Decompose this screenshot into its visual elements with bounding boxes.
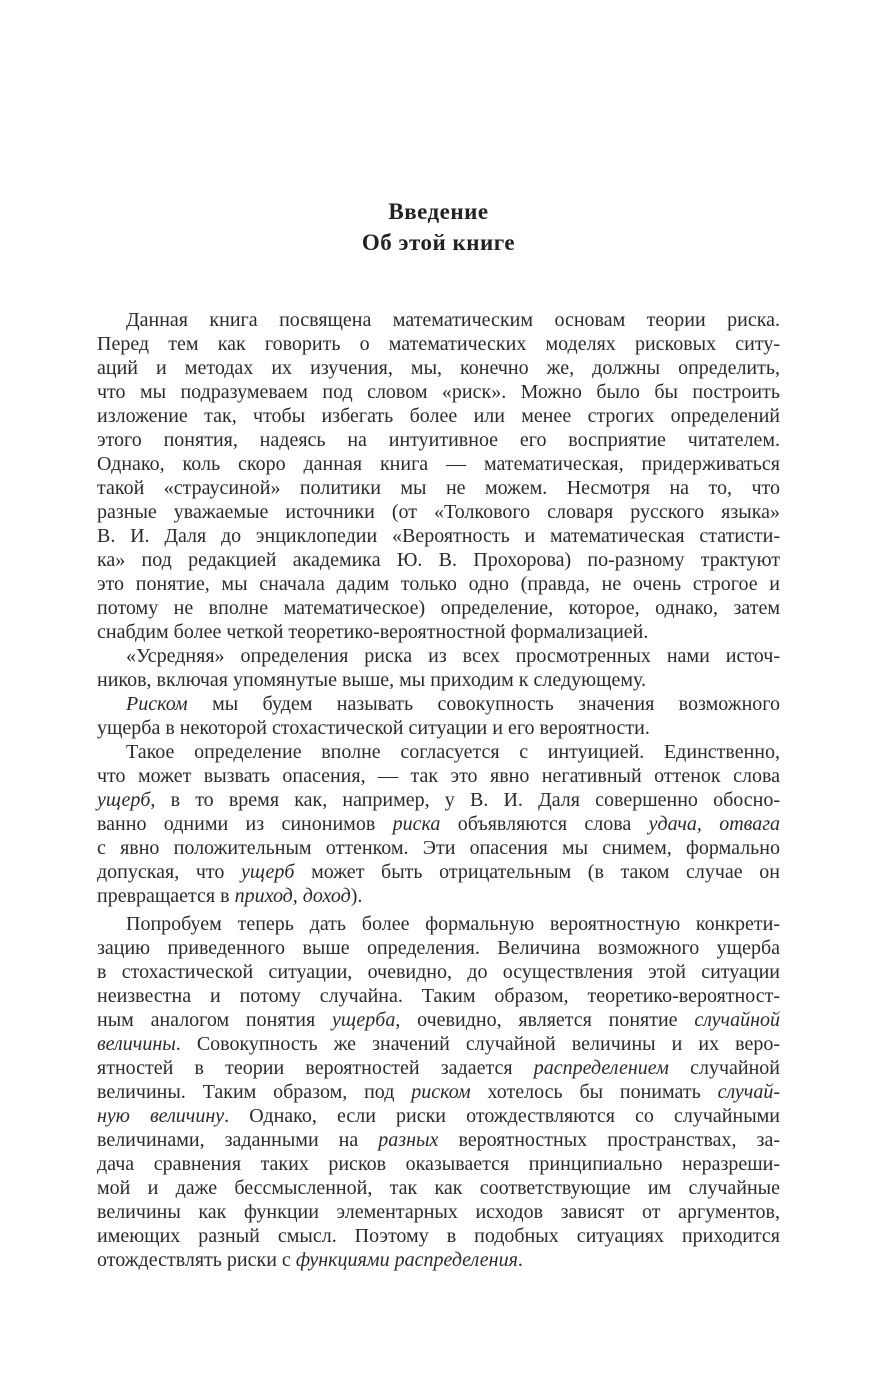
text-segment: величины. Таким образом, под (97, 1081, 412, 1103)
emphasized-text: функциями распределения (295, 1249, 518, 1271)
paragraph (97, 912, 780, 1272)
text-segment: «Усредняя» определения риска из всех просмотренных нами источ- (126, 645, 780, 667)
text-segment: изложение так, чтобы избегать более или менее строгих определений (97, 405, 780, 427)
text-segment: , очевидно, является понятие (395, 1009, 695, 1031)
text-line (97, 1056, 780, 1080)
text-segment: Однако, коль скоро данная книга — математическая, придерживаться (97, 453, 780, 475)
text-segment: ятностей в теории вероятностей задается (97, 1057, 534, 1079)
text-segment: , в то время как, например, у В. И. Даля совершенно обосно- (150, 789, 780, 811)
text-line (97, 1104, 780, 1128)
text-line (97, 332, 780, 356)
text-line (97, 404, 780, 428)
text-line (97, 500, 780, 524)
text-line (97, 1248, 780, 1272)
text-segment: ущерба в некоторой стохастической ситуации и его вероятности. (97, 717, 650, 739)
text-segment: Такое определение вполне согласуется с интуицией. Единственно, (126, 741, 780, 763)
body-text (97, 308, 780, 1272)
text-line (97, 764, 780, 788)
text-segment: . (517, 1249, 523, 1271)
text-segment: допуская, что (97, 861, 242, 883)
text-segment: превращается в (97, 885, 235, 907)
text-segment: ников, включая упомянутые выше, мы приходим к следующему. (97, 669, 647, 691)
text-segment: величины как функции элементарных исходов зависят от аргументов, (97, 1201, 780, 1223)
text-line (97, 308, 780, 332)
paragraph (97, 308, 780, 644)
text-segment: величинами, заданными на (97, 1129, 379, 1151)
text-segment: что мы подразумеваем под словом «риск». Можно было бы построить (97, 381, 780, 403)
chapter-title (97, 196, 780, 258)
text-line (97, 524, 780, 548)
emphasized-text: удача, отвага (648, 813, 780, 835)
text-line (97, 1128, 780, 1152)
text-line (97, 984, 780, 1008)
emphasized-text: величины (97, 1033, 176, 1055)
text-line (97, 960, 780, 984)
text-segment: Данная книга посвящена математическим основам теории риска. (126, 309, 780, 331)
text-segment: потому не вполне математическое) определение, которое, однако, затем (97, 597, 780, 619)
text-segment: Перед тем как говорить о математических моделях рисковых ситу- (97, 333, 780, 355)
text-segment: аций и методах их изучения, мы, конечно же, должны определить, (97, 357, 780, 379)
text-line (97, 912, 780, 936)
text-segment: ). (350, 885, 363, 907)
text-line (97, 1008, 780, 1032)
emphasized-text: приход, доход (234, 885, 351, 907)
text-segment: зацию приведенного выше определения. Величина возможного ущерба (97, 937, 780, 959)
emphasized-text: ущерб (97, 789, 151, 811)
text-segment: ным аналогом понятия (97, 1009, 332, 1031)
emphasized-text: ущерба (331, 1009, 396, 1031)
emphasized-text: случай- (717, 1081, 780, 1103)
paragraph (97, 644, 780, 692)
text-segment: объявляются слова (440, 813, 649, 835)
text-segment: случайной (668, 1057, 781, 1079)
paragraph (97, 740, 780, 908)
text-segment: такой «страусиной» политики мы не можем. Несмотря на то, что (97, 477, 780, 499)
text-line (97, 692, 780, 716)
text-line (97, 884, 780, 908)
emphasized-text: Риском (126, 693, 188, 715)
text-line (97, 548, 780, 572)
text-line (97, 936, 780, 960)
emphasized-text: ную величину (97, 1105, 225, 1127)
text-line (97, 452, 780, 476)
text-segment: Попробуем теперь дать более формальную вероятностную конкрети- (126, 913, 780, 935)
text-segment: дача сравнения таких рисков оказывается принципиально неразреши- (97, 1153, 780, 1175)
emphasized-text: распределением (533, 1057, 669, 1079)
text-segment: разные уважаемые источники (от «Толкового словаря русского языка» (97, 501, 780, 523)
text-segment: отождествлять риски с (97, 1249, 296, 1271)
text-segment: этого понятия, надеясь на интуитивное его восприятие читателем. (97, 429, 780, 451)
text-segment: снабдим более четкой теоретико-вероятностной формализацией. (97, 621, 649, 643)
text-segment: ка» под редакцией академика Ю. В. Прохорова) по-разному трактуют (97, 549, 780, 571)
text-segment: с явно положительным оттенком. Эти опасения мы снимем, формально (97, 837, 780, 859)
paragraph (97, 692, 780, 740)
text-segment: В. И. Даля до энциклопедии «Вероятность и математическая статисти- (97, 525, 780, 547)
emphasized-text: разных (378, 1129, 439, 1151)
text-segment: ванно одними из синонимов (97, 813, 393, 835)
text-line (97, 668, 780, 692)
text-line (97, 740, 780, 764)
text-segment: хотелось бы понимать (470, 1081, 718, 1103)
text-segment: имеющих разный смысл. Поэтому в подобных ситуациях приходится (97, 1225, 780, 1247)
emphasized-text: риска (392, 813, 441, 835)
text-segment: . Однако, если риски отождествляются со случайными (224, 1105, 780, 1127)
text-segment: . Совокупность же значений случайной величины и их веро- (175, 1033, 780, 1055)
text-line (97, 1152, 780, 1176)
text-line (97, 1200, 780, 1224)
text-line (97, 428, 780, 452)
text-line (97, 380, 780, 404)
chapter-title-line2: Об этой книге (361, 230, 516, 255)
text-line (97, 356, 780, 380)
text-line (97, 1032, 780, 1056)
text-line (97, 860, 780, 884)
text-segment: неизвестна и потому случайна. Таким образом, теоретико-вероятност- (97, 985, 780, 1007)
text-segment: в стохастической ситуации, очевидно, до осуществления этой ситуации (97, 961, 780, 983)
text-line (97, 596, 780, 620)
text-segment: это понятие, мы сначала дадим только одно (правда, не очень строгое и (97, 573, 780, 595)
text-line (97, 788, 780, 812)
emphasized-text: случайной (694, 1009, 780, 1031)
text-segment: что может вызвать опасения, — так это явно негативный оттенок слова (97, 765, 780, 787)
text-segment: может быть отрицательным (в таком случае он (294, 861, 781, 883)
text-line (97, 572, 780, 596)
text-line (97, 1080, 780, 1104)
text-line (97, 644, 780, 668)
text-line (97, 1176, 780, 1200)
text-line (97, 620, 780, 644)
text-line (97, 716, 780, 740)
page-content (97, 196, 780, 1272)
text-line (97, 836, 780, 860)
emphasized-text: риском (411, 1081, 471, 1103)
text-line (97, 812, 780, 836)
text-segment: мы будем называть совокупность значения возможного (187, 693, 780, 715)
chapter-title-line1: Введение (388, 199, 489, 224)
text-line (97, 1224, 780, 1248)
text-segment: вероятностных пространствах, за- (438, 1129, 780, 1151)
text-segment: мой и даже бессмысленной, так как соответствующие им случайные (97, 1177, 780, 1199)
emphasized-text: ущерб (241, 861, 295, 883)
text-line (97, 476, 780, 500)
